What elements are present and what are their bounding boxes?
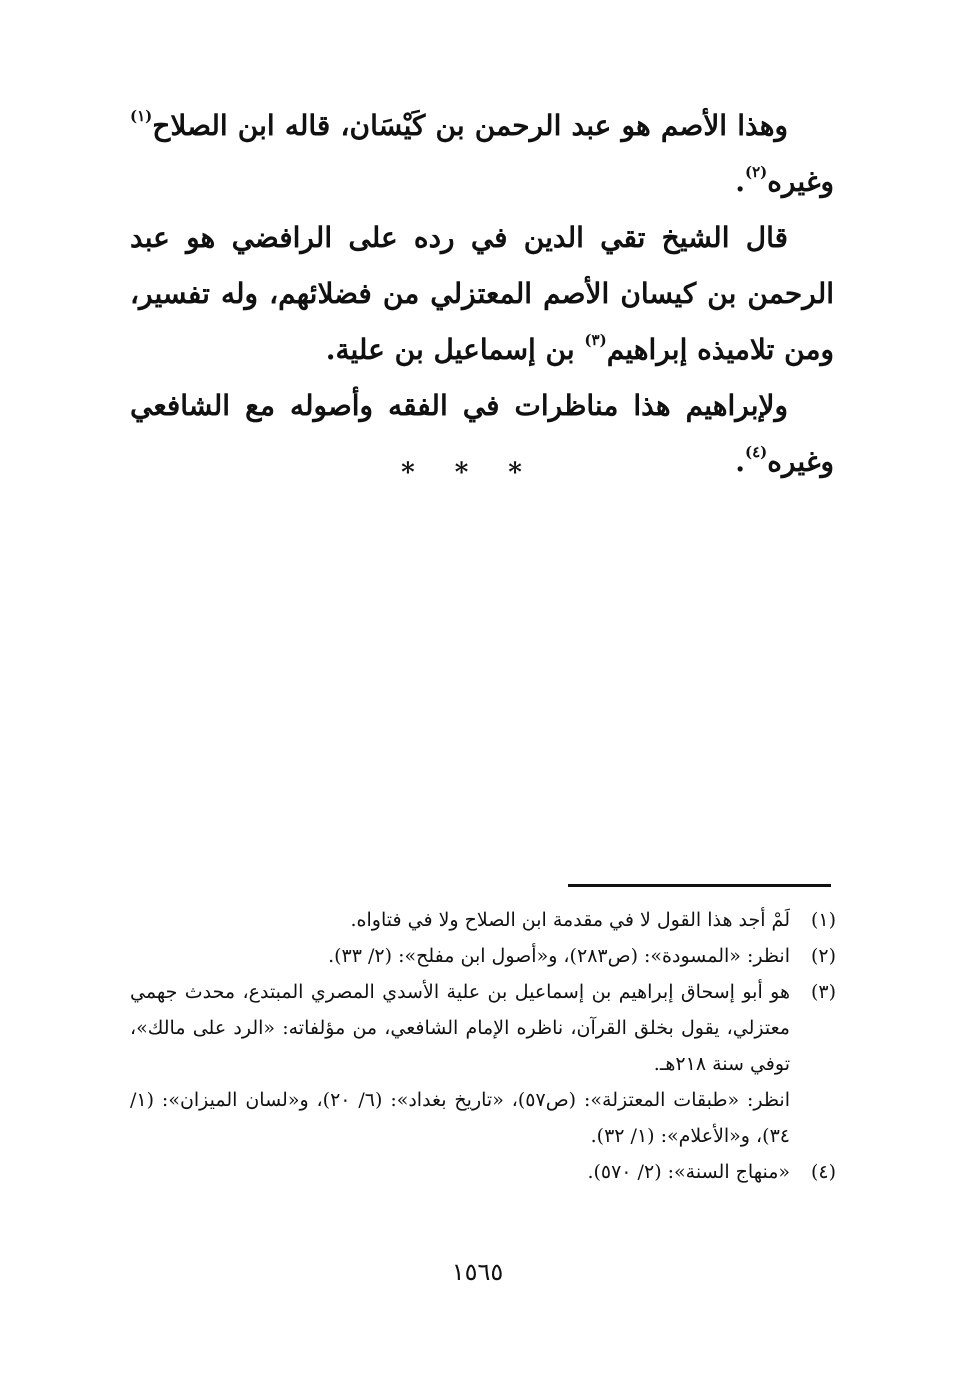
paragraph-3-text-a: ولإبراهيم هذا مناظرات في الفقه وأصوله مع الشافعي وغيره <box>130 389 834 478</box>
footnote-text: لَمْ أجد هذا القول لا في مقدمة ابن الصلاح ولا في فتاواه. <box>350 909 790 931</box>
footnote-number: (٤) <box>810 1161 836 1183</box>
footnote-number: (٢) <box>810 945 836 967</box>
paragraph-2-text-a: قال الشيخ تقي الدين في رده على الرافضي هو عبد الرحمن بن كيسان الأصم المعتزلي من فضلائهم، وله تفسير، ومن تلاميذه إبراهيم <box>130 221 834 366</box>
paragraph-2 <box>130 210 834 378</box>
footnote-text: هو أبو إسحاق إبراهيم بن إسماعيل بن علية الأسدي المصري المبتدع، محدث جهمي معتزلي، يقول بخلق القرآن، ناظره الإمام الشافعي، من مؤلفاته: «الرد على مالك»، توفي سنة ٢١٨هـ. <box>130 981 790 1075</box>
footnote-ref-2[interactable]: (٢) <box>744 163 768 181</box>
page-number: ١٥٦٥ <box>451 1258 504 1286</box>
separator-star: * <box>401 458 447 488</box>
footnotes <box>130 902 836 1190</box>
footnote-ref-3[interactable]: (٣) <box>584 331 607 349</box>
footnote-ref-4[interactable]: (٤) <box>744 443 768 461</box>
separator-star: * <box>454 458 501 488</box>
footnote-body <box>130 974 790 1154</box>
paragraph-1-text-a: وهذا الأصم هو عبد الرحمن بن كَيْسَان، قاله ابن الصلاح <box>152 109 788 142</box>
paragraph-3-end: . <box>735 445 745 478</box>
footnote-1 <box>130 902 836 938</box>
paragraph-2-text-b: بن إسماعيل بن علية. <box>325 333 585 366</box>
paragraph-1-end: . <box>735 165 745 198</box>
section-separator <box>0 458 955 488</box>
footnote-text: انظر: «المسودة»: (ص٢٨٣)، و«أصول ابن مفلح»: (٢/ ٣٣). <box>328 945 790 967</box>
footnote-2 <box>130 938 836 974</box>
footnote-4 <box>130 1154 836 1190</box>
footnote-3 <box>130 974 836 1154</box>
footnote-body <box>130 1154 790 1190</box>
footnote-text: انظر: «طبقات المعتزلة»: (ص٥٧)، «تاريخ بغداد»: (٦/ ٢٠)، و«لسان الميزان»: (١/ ٣٤)، و«الأعلام»: (١/ ٣٢). <box>130 1089 791 1147</box>
footnote-number: (٣) <box>810 981 836 1003</box>
footnote-ref-1[interactable]: (١) <box>130 107 153 125</box>
main-text <box>130 98 834 490</box>
paragraph-1-text-b: وغيره <box>767 165 834 198</box>
separator-star: * <box>508 458 554 488</box>
footnote-number: (١) <box>810 909 836 931</box>
footnote-body <box>130 902 790 938</box>
footnote-text: «منهاج السنة»: (٢/ ٥٧٠). <box>587 1161 790 1183</box>
paragraph-1 <box>130 98 834 210</box>
footnote-divider <box>568 884 831 887</box>
footnote-body <box>130 938 790 974</box>
